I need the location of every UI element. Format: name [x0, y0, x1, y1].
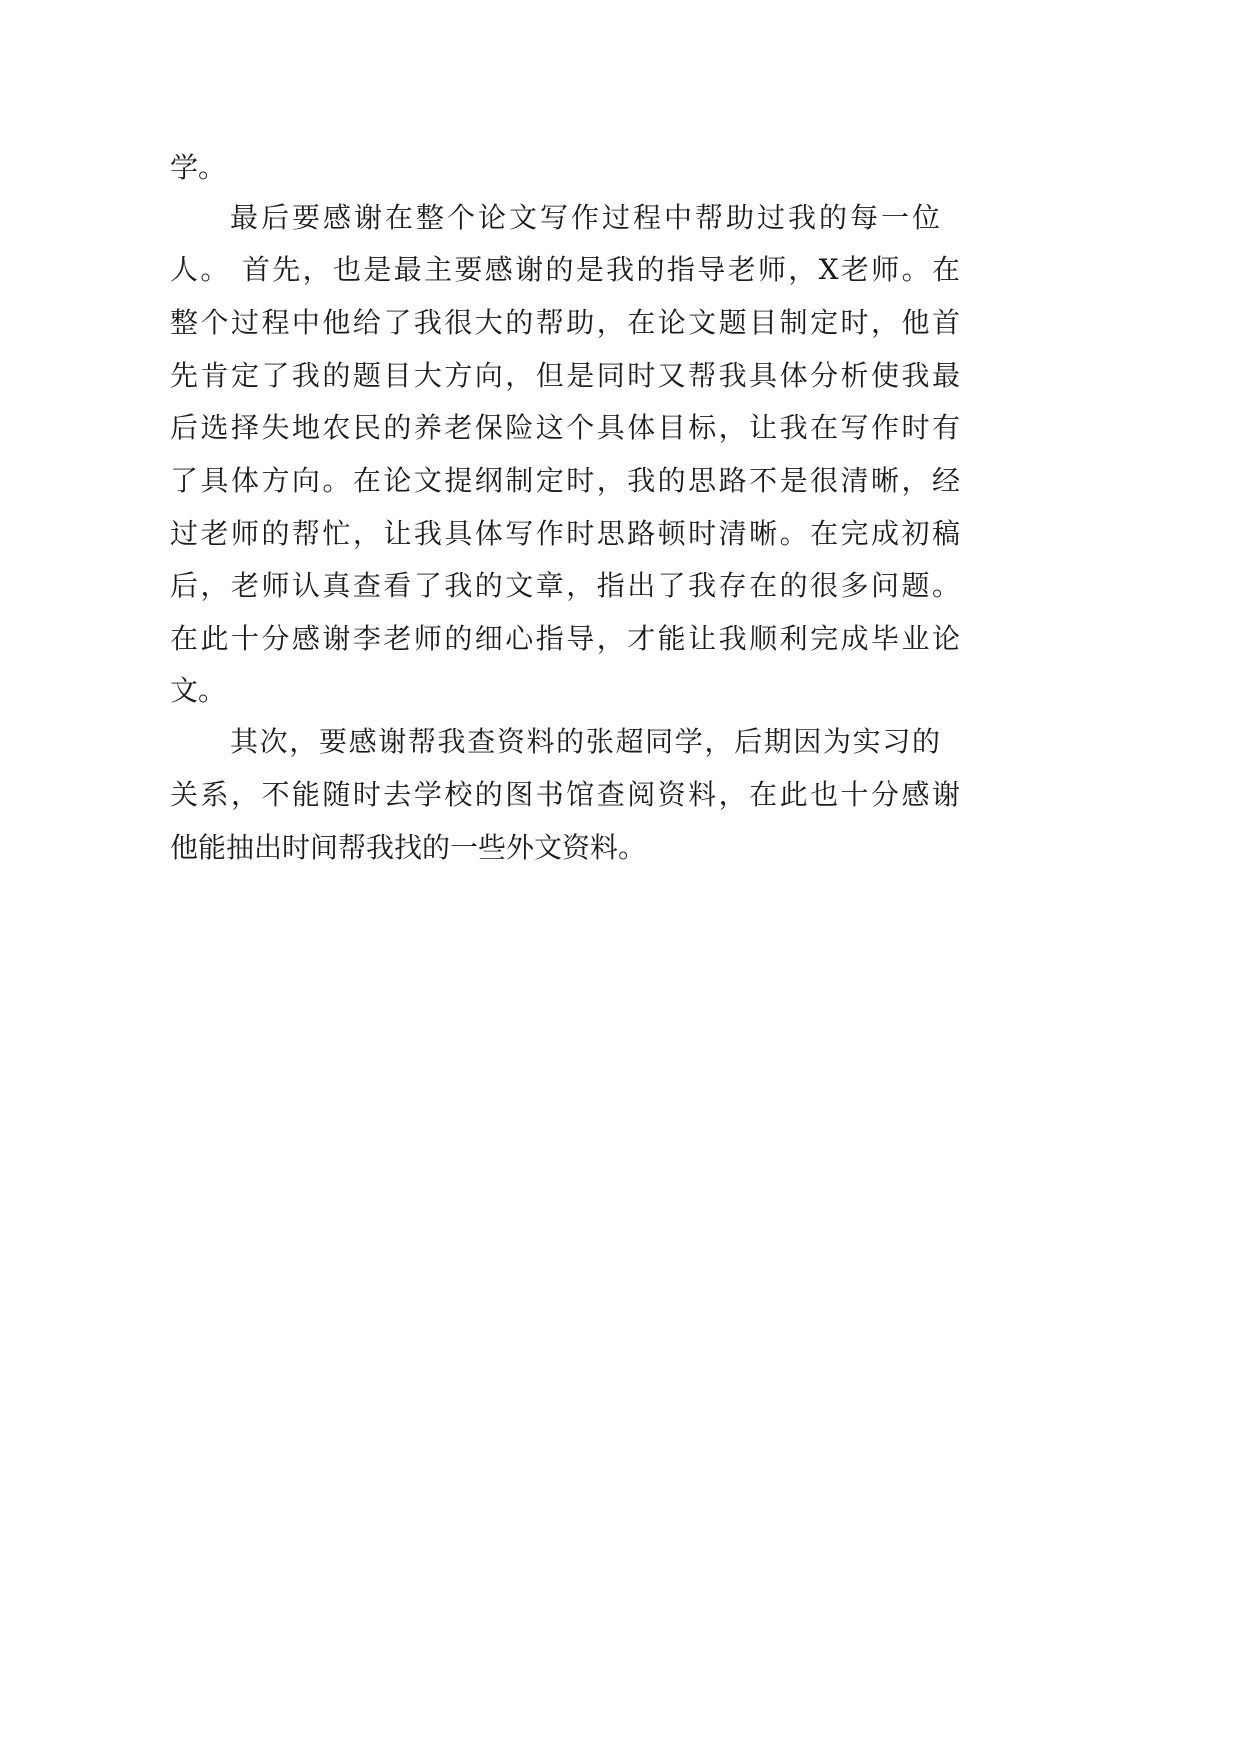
paragraph-2-line-1: 关系，不能随时去学校的图书馆查阅资料，在此也十分感谢 [170, 778, 960, 811]
paragraph-1-line-4: 后选择失地农民的养老保险这个具体目标，让我在写作时有 [170, 411, 960, 444]
paragraph-1-line-6: 过老师的帮忙，让我具体写作时思路顿时清晰。在完成初稿 [170, 517, 960, 550]
paragraph-1-line-5: 了具体方向。在论文提纲制定时，我的思路不是很清晰，经 [170, 464, 960, 497]
paragraph-2-line-2: 他能抽出时间帮我找的一些外文资料。 [170, 831, 647, 864]
paragraph-1-line-2: 整个过程中他给了我很大的帮助，在论文题目制定时，他首 [170, 306, 960, 339]
paragraph-1-line-1: 人。 首先，也是最主要感谢的是我的指导老师，X老师。在 [170, 253, 960, 286]
paragraph-1-line-7: 后，老师认真查看了我的文章，指出了我存在的很多问题。 [170, 569, 960, 602]
paragraph-1-line-0: 最后要感谢在整个论文写作过程中帮助过我的每一位 [230, 201, 940, 234]
paragraph-0-line-0: 学。 [170, 151, 227, 184]
paragraph-1-line-3: 先肯定了我的题目大方向，但是同时又帮我具体分析使我最 [170, 359, 960, 392]
paragraph-1-line-9: 文。 [170, 674, 227, 707]
paragraph-1-line-8: 在此十分感谢李老师的细心指导，才能让我顺利完成毕业论 [170, 622, 960, 655]
paragraph-2-line-0: 其次，要感谢帮我查资料的张超同学，后期因为实习的 [230, 725, 940, 758]
